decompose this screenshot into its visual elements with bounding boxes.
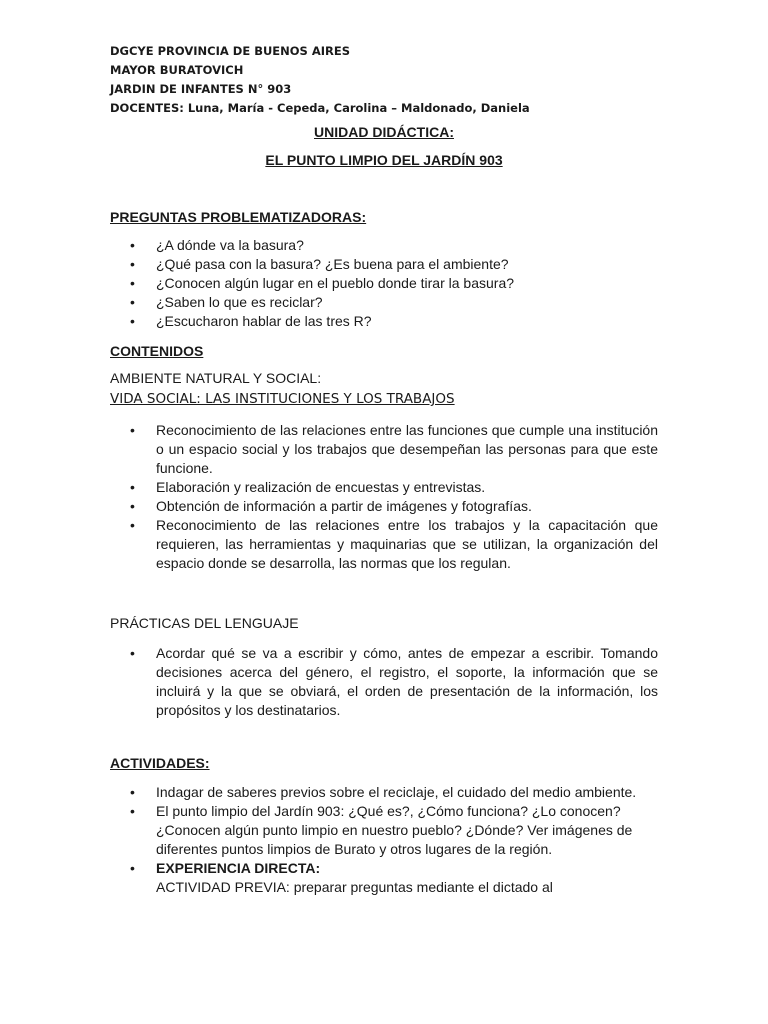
unit-title: UNIDAD DIDÁCTICA: <box>314 124 454 140</box>
header-line-town: MAYOR BURATOVICH <box>110 63 244 77</box>
area-lenguaje: PRÁCTICAS DEL LENGUAJE <box>110 615 299 631</box>
header-line-teachers: DOCENTES: Luna, María - Cepeda, Carolina – Maldonado, Daniela <box>110 101 530 115</box>
list-item: • Indagar de saberes previos sobre el reciclaje, el cuidado del medio ambiente. <box>130 783 658 802</box>
list-item: • Reconocimiento de las relaciones entre los trabajos y la capacitación que requieren, las herramientas y maquinarias que se utilizan, la organización del espacio donde se desarrolla, las normas que los regulan. <box>130 516 658 573</box>
list-item: • ¿Escucharon hablar de las tres R? <box>130 312 658 331</box>
area-ambiente: AMBIENTE NATURAL Y SOCIAL: <box>110 370 322 386</box>
list-item: • ¿Conocen algún lugar en el pueblo donde tirar la basura? <box>130 274 658 293</box>
unit-name: EL PUNTO LIMPIO DEL JARDÍN 903 <box>265 152 503 168</box>
list-item: • Elaboración y realización de encuestas y entrevistas. <box>130 478 658 497</box>
list-item: • ¿A dónde va la basura? <box>130 236 658 255</box>
list-item: • Reconocimiento de las relaciones entre las funciones que cumple una institución o un espacio social y los trabajos que desempeñan las personas para que este funcione. <box>130 421 658 478</box>
preguntas-list <box>130 236 658 331</box>
document-header <box>110 42 530 118</box>
list-item: • ¿Saben lo que es reciclar? <box>130 293 658 312</box>
list-item: • Acordar qué se va a escribir y cómo, antes de empezar a escribir. Tomando decisiones acerca del género, el registro, el soporte, la información que se incluirá y la que se obviará, el orden de presentación de la información, los propósitos y los destinatarios. <box>130 644 658 720</box>
subarea-vida-social: VIDA SOCIAL: LAS INSTITUCIONES Y LOS TRABAJOS <box>110 391 455 407</box>
header-line-province: DGCYE PROVINCIA DE BUENOS AIRES <box>110 44 351 58</box>
experiencia-directa-title: • EXPERIENCIA DIRECTA: <box>156 860 321 876</box>
actividad-previa-text: ACTIVIDAD PREVIA: preparar preguntas mediante el dictado al <box>156 879 553 895</box>
contenidos-heading: CONTENIDOS <box>110 343 204 359</box>
list-item: • Obtención de información a partir de imágenes y fotografías. <box>130 497 658 516</box>
list-item <box>130 859 658 897</box>
actividades-list <box>130 783 658 897</box>
list-item: • ¿Qué pasa con la basura? ¿Es buena para el ambiente? <box>130 255 658 274</box>
contenidos-list-ambiente <box>130 421 658 573</box>
actividades-heading: ACTIVIDADES: <box>110 755 210 771</box>
contenidos-list-lenguaje <box>130 644 658 720</box>
list-item: • El punto limpio del Jardín 903: ¿Qué es?, ¿Cómo funciona? ¿Lo conocen? ¿Conocen algún punto limpio en nuestro pueblo? ¿Dónde? Ver imágenes de diferentes puntos limpios de Burato y otros lugares de la región. <box>130 802 658 859</box>
preguntas-heading: PREGUNTAS PROBLEMATIZADORAS: <box>110 209 367 225</box>
header-line-school: JARDIN DE INFANTES N° 903 <box>110 82 292 96</box>
